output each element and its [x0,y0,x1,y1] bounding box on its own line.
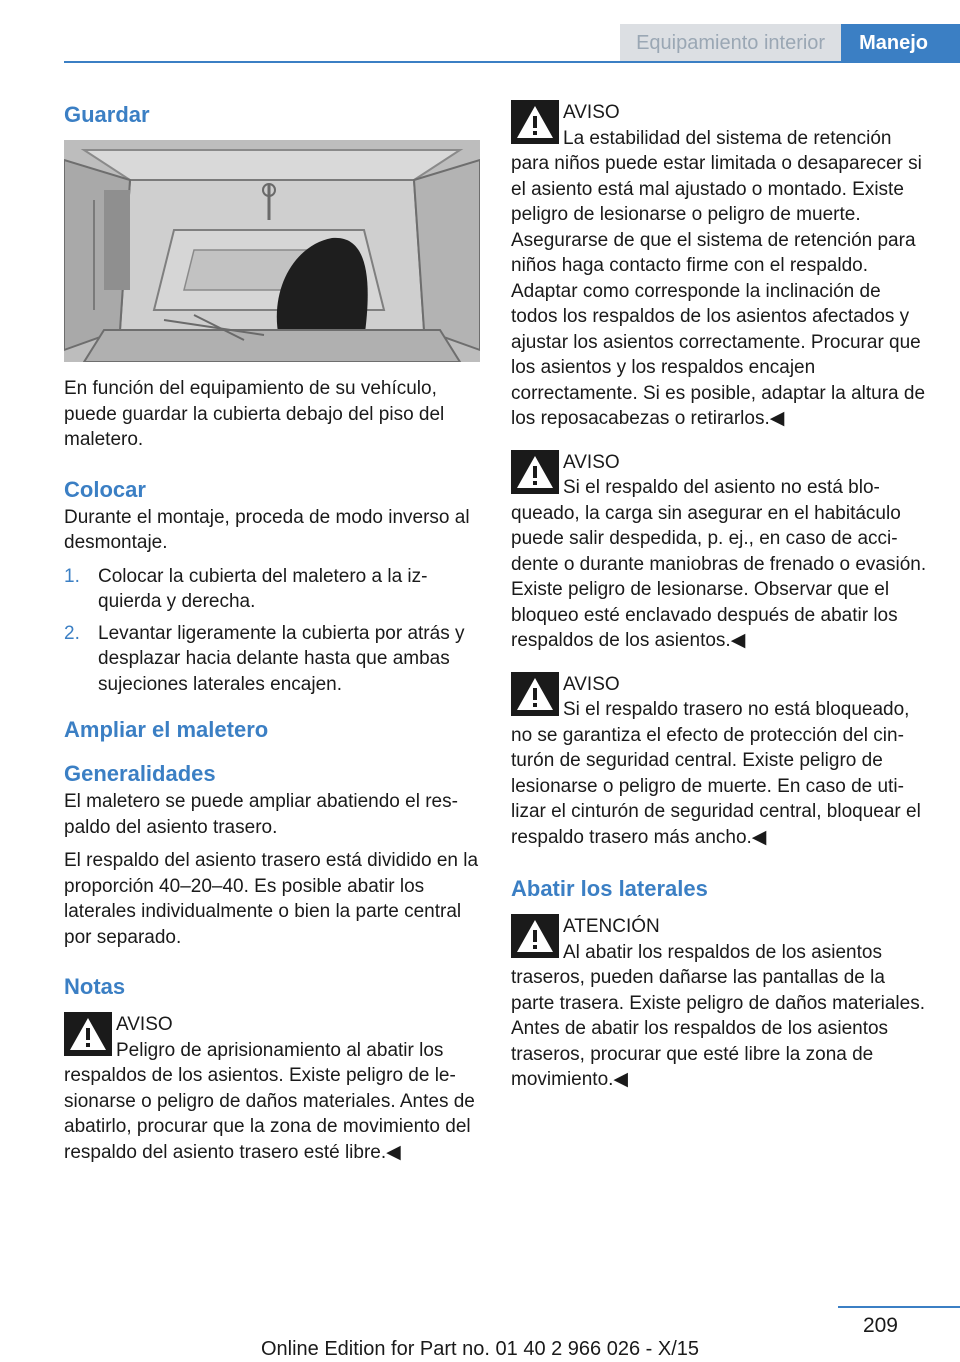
guardar-text: En función del equipamiento de su vehículo, puede guardar la cubierta debajo del piso del maletero. [64,378,445,450]
step-number: 2. [64,622,80,644]
edition-footer: Online Edition for Part no. 01 40 2 966 026 - X/15 [260,1338,700,1360]
chapter-tab: Manejo [841,24,960,62]
warning-block [511,100,927,432]
warning-triangle-icon [511,100,559,144]
page-number: 209 [862,1314,898,1337]
generalidades-paragraph-1: El maletero se puede ampliar abatiendo el respaldo del asiento trasero. [64,791,458,838]
warning-title: AVISO [563,673,620,695]
warning-triangle-icon [64,1012,112,1056]
guardar-heading: Guardar [64,102,150,127]
list-item [64,564,482,615]
section-tab: Equipamiento interior [620,24,841,62]
warning-block [511,672,927,851]
warning-title: AVISO [563,451,620,473]
header-rule [64,61,960,63]
list-item [64,621,482,698]
warning-block [511,450,927,654]
warning-triangle-icon [511,450,559,494]
step-text: Levantar ligeramente la cubierta por atrás y desplazar hacia delante hasta que ambas sujeciones laterales encajen. [98,622,465,695]
header-tabs [620,24,960,62]
notas-heading: Notas [64,974,126,999]
step-number: 1. [64,565,80,587]
warning-triangle-icon [511,914,559,958]
ampliar-heading: Ampliar el maletero [64,717,269,742]
warning-title: AVISO [116,1014,173,1035]
generalidades-paragraph-2: El respaldo del asiento trasero está dividido en la proporción 40–20–40. Es posible abatir los laterales individualmente o bien la parte central por separado. [64,850,479,948]
abatir-heading: Abatir los laterales [511,876,708,901]
trunk-cover-storage-illustration [64,140,480,362]
warning-text: Si el respaldo del asiento no está bloqueado, la carga sin asegurar en el habitáculo puede salir despedida, p. ej., en caso de accidente o durante maniobras de frenado o evasión. Existe peligro de lesionarse. Observar que el bloqueo esté enclavado después de abatir los respaldos de los asientos.◀ [511,477,927,651]
caution-title: ATENCIÓN [563,916,660,937]
warning-triangle-icon [511,672,559,716]
step-text: Colocar la cubierta del maletero a la izquierda y derecha. [98,565,428,612]
left-column [64,100,482,1179]
right-column [511,100,927,1107]
footer-rule [838,1306,960,1308]
warning-block [64,1012,482,1165]
warning-title: AVISO [563,102,620,123]
colocar-text: Durante el montaje, proceda de modo inverso al desmontaje. [64,506,470,553]
caution-block [511,914,927,1093]
warning-text: Si el respaldo trasero no está bloqueado, no se garantiza el efecto de protección del cinturón de seguridad central. Existe peligro de lesionarse o peligro de muerte. En caso de utilizar el cinturón de seguridad central, bloquear el respaldo trasero más ancho.◀ [511,699,921,848]
colocar-steps [64,564,482,698]
generalidades-heading: Generalidades [64,761,216,786]
warning-text: Peligro de aprisionamiento al abatir los respaldos de los asientos. Existe peligro de lesionarse o peligro de daños materiales. Antes de abatirlo, procurar que la zona de movimiento del respaldo del asiento trasero esté libre.◀ [64,1039,475,1163]
warning-text: La estabilidad del sistema de retención para niños puede estar limitada o desaparecer si el asiento está mal ajustado o montado. Existe peligro de lesionarse o peligro de muerte. Asegurarse de que el sistema de retención para niños haga contacto firme con el respaldo. Adaptar como corresponde la inclinación de todos los respaldos de los asientos afectados y ajustar los asientos correctamente. Procurar que los asientos y los respaldos encajen correctamente. Si es posible, adaptar la altura de los reposacabezas o retirarlos.◀ [511,127,926,429]
colocar-heading: Colocar [64,476,146,502]
caution-text: Al abatir los respaldos de los asientos traseros, pueden dañarse las pantallas de la parte trasera. Existe peligro de daños materiales. Antes de abatir los respaldos de los asientos traseros, procurar que esté libre la zona de movimiento.◀ [511,941,925,1090]
